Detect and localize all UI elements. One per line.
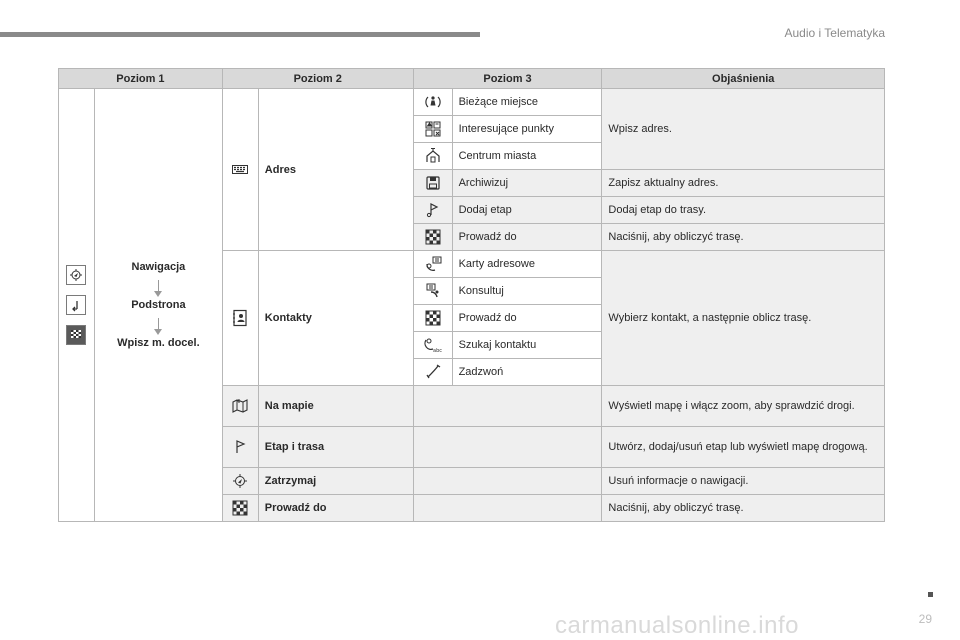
navigation-icon — [66, 265, 86, 285]
destination-flag-icon — [66, 325, 86, 345]
down-arrow-icon — [158, 280, 159, 292]
note-zapisz: Zapisz aktualny adres. — [602, 170, 885, 197]
city-centre-icon — [425, 148, 441, 164]
level1-item-nawigacja: Nawigacja — [131, 260, 186, 273]
note-etap-trasa: Utwórz, dodaj/usuń etap lub wyświetl mapę drogową. — [602, 427, 885, 468]
row-centrum-miasta: Centrum miasta — [452, 143, 602, 170]
row-archiwizuj: Archiwizuj — [452, 170, 602, 197]
header-level3: Poziom 3 — [413, 69, 602, 89]
note-na-mapie: Wyświetl mapę i włącz zoom, aby sprawdzić drogi. — [602, 386, 885, 427]
row-karty-adresowe: Karty adresowe — [452, 251, 602, 278]
keyboard-icon — [231, 163, 249, 177]
navigation-icon — [232, 473, 248, 489]
table-row — [59, 89, 885, 116]
etap-trasa-label: Etap i trasa — [258, 427, 413, 468]
row-prowadz-do: Prowadź do — [452, 224, 602, 251]
note-prowadz: Naciśnij, aby obliczyć trasę. — [602, 495, 885, 522]
watermark: carmanualsonline.info — [555, 612, 799, 639]
prowadz-label: Prowadź do — [258, 495, 413, 522]
row-konsultuj: Konsultuj — [452, 278, 602, 305]
header-level1: Poziom 1 — [59, 69, 223, 89]
level1-chain-cell — [94, 89, 222, 522]
kontakty-label: Kontakty — [258, 251, 413, 386]
contact-card-icon — [424, 256, 442, 272]
poi-icon — [425, 121, 441, 137]
row-szukaj-kontaktu: Szukaj kontaktu — [452, 332, 602, 359]
checkered-flag-icon — [425, 229, 441, 245]
note-dodaj-etap: Dodaj etap do trasy. — [602, 197, 885, 224]
kontakty-icon-cell — [222, 251, 258, 386]
adres-label: Adres — [258, 89, 413, 251]
note-wpisz-adres: Wpisz adres. — [602, 89, 885, 170]
return-icon — [66, 295, 86, 315]
level1-item-podstrona: Podstrona — [131, 298, 186, 311]
consult-icon — [425, 283, 441, 299]
svg-text:abc: abc — [432, 348, 442, 353]
level1-item-wpisz: Wpisz m. docel. — [117, 337, 200, 350]
checkered-flag-icon — [425, 310, 441, 326]
map-icon — [232, 398, 248, 414]
section-title: Audio i Telematyka — [784, 26, 885, 40]
search-contact-icon — [424, 337, 442, 353]
row-interesujace-punkty: Interesujące punkty — [452, 116, 602, 143]
level1-icons-cell — [59, 89, 95, 522]
checkered-flag-icon — [232, 500, 248, 516]
note-wybierz-kontakt: Wybierz kontakt, a następnie oblicz trasę. — [602, 251, 885, 386]
note-zatrzymaj: Usuń informacje o nawigacji. — [602, 468, 885, 495]
navigation-menu-table — [58, 68, 885, 522]
waypoint-flag-icon — [425, 202, 441, 218]
save-icon — [425, 175, 441, 191]
row-prowadz-do-kontakt: Prowadź do — [452, 305, 602, 332]
down-arrow-icon — [158, 318, 159, 330]
na-mapie-label: Na mapie — [258, 386, 413, 427]
adres-icon-cell — [222, 89, 258, 251]
contact-card-icon — [232, 309, 248, 327]
page-marker — [928, 592, 933, 597]
current-location-icon — [425, 94, 441, 110]
waypoint-flag-icon — [232, 439, 248, 455]
phone-icon — [425, 364, 441, 380]
zatrzymaj-label: Zatrzymaj — [258, 468, 413, 495]
page-number: 29 — [918, 612, 932, 626]
row-dodaj-etap: Dodaj etap — [452, 197, 602, 224]
row-biezace-miejsce: Bieżące miejsce — [452, 89, 602, 116]
note-nacisnij: Naciśnij, aby obliczyć trasę. — [602, 224, 885, 251]
header-bar — [0, 32, 480, 37]
table-header-row — [59, 69, 885, 89]
header-level2: Poziom 2 — [222, 69, 413, 89]
row-zadzwon: Zadzwoń — [452, 359, 602, 386]
header-explanations: Objaśnienia — [602, 69, 885, 89]
